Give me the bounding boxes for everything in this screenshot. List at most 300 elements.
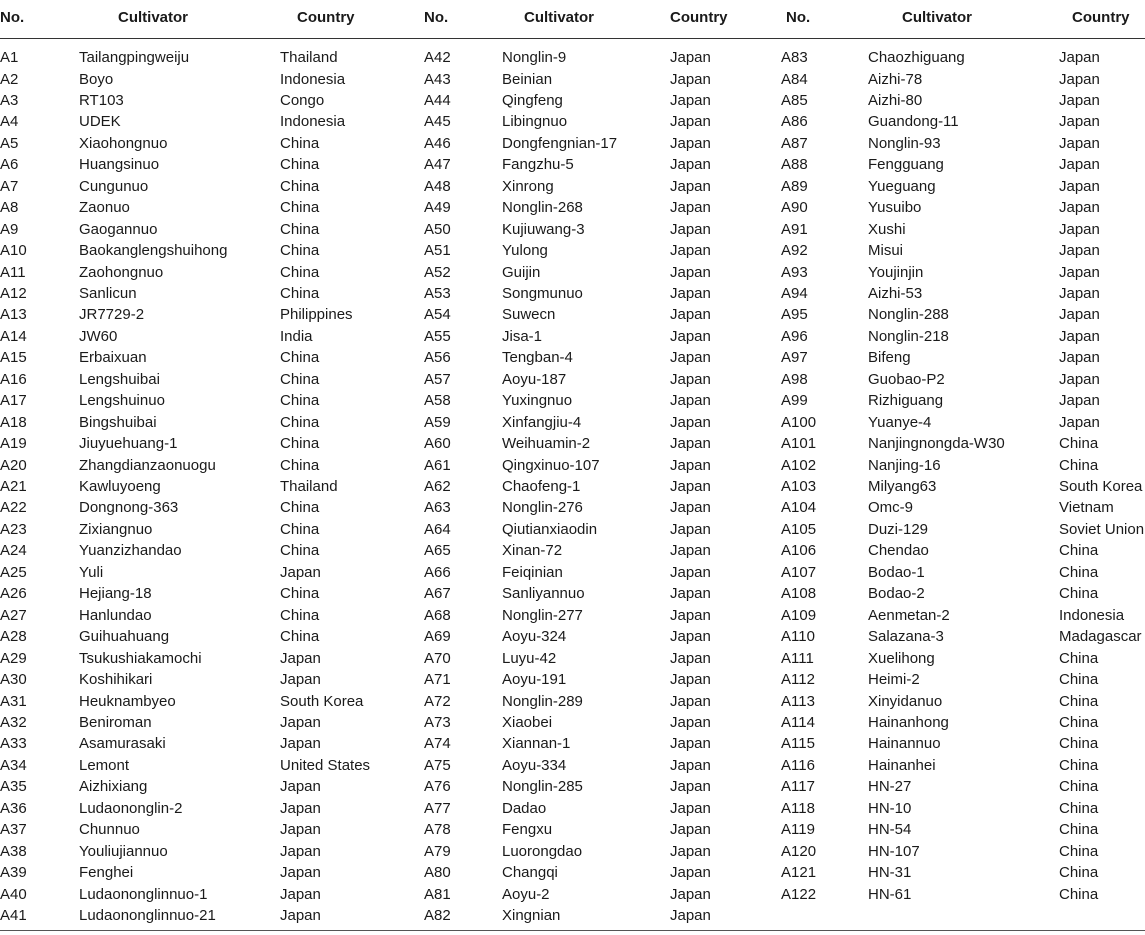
- cultivator-name: Omc-9: [868, 499, 913, 517]
- cultivator-name: Kawluyoeng: [79, 478, 161, 495]
- cultivator-name: Xiannan-1: [502, 735, 571, 753]
- row-number: A107: [781, 563, 817, 581]
- country-name: Japan: [1059, 156, 1100, 174]
- country-name: China: [280, 156, 320, 174]
- country-name: China: [1059, 692, 1099, 710]
- cultivator-name: Guihuahuang: [79, 628, 170, 646]
- row-number: A121: [781, 864, 817, 882]
- row-number: A59: [424, 413, 451, 431]
- country-name: China: [1059, 456, 1099, 474]
- cultivator-name: Zhangdianzaonuogu: [79, 456, 216, 474]
- cultivator-name: Aizhi-78: [868, 70, 923, 88]
- row-number: A49: [424, 199, 451, 217]
- country-name: Japan: [670, 499, 711, 517]
- cultivator-name: Aoyu-191: [502, 671, 567, 688]
- cultivator-name: Tengban-4: [502, 349, 573, 367]
- row-number: A4: [0, 113, 19, 131]
- country-name: Japan: [1059, 242, 1100, 259]
- cultivator-name: Aenmetan-2: [868, 606, 950, 624]
- row-number: A120: [781, 842, 817, 860]
- row-number: A1: [0, 49, 19, 66]
- row-number: A80: [424, 864, 451, 882]
- row-number: A35: [0, 778, 27, 796]
- row-number: A21: [0, 478, 27, 495]
- cultivator-name: Yusuibo: [868, 199, 922, 217]
- cultivator-name: Xinyidanuo: [868, 692, 943, 710]
- country-name: Japan: [280, 713, 321, 731]
- row-number: A94: [781, 284, 808, 302]
- cultivator-name: Jiuyuehuang-1: [79, 435, 178, 453]
- country-name: China: [280, 242, 320, 259]
- no-header: No.: [424, 9, 449, 26]
- country-name: China: [280, 349, 320, 367]
- row-number: A37: [0, 821, 27, 839]
- row-number: A82: [424, 907, 451, 924]
- cultivator-name: Nanjingnongda-W30: [868, 435, 1005, 453]
- row-number: A60: [424, 435, 451, 453]
- cultivator-name: Fengxu: [502, 821, 553, 839]
- country-name: Japan: [670, 435, 711, 453]
- country-name: China: [1059, 713, 1099, 731]
- row-number: A18: [0, 413, 27, 431]
- row-number: A41: [0, 907, 27, 924]
- country-name: China: [1059, 735, 1099, 753]
- country-name: China: [280, 284, 320, 302]
- country-name: China: [1059, 821, 1099, 839]
- country-name: Japan: [1059, 134, 1100, 152]
- country-name: Japan: [1059, 370, 1100, 388]
- cultivator-name: Beinian: [502, 70, 553, 88]
- cultivator-name: Ludaononglinnuo-1: [79, 885, 208, 903]
- cultivator-name: Nonglin-285: [502, 778, 583, 796]
- cultivator-name: Bodao-1: [868, 563, 925, 581]
- country-name: China: [1059, 799, 1099, 817]
- country-name: Philippines: [280, 306, 353, 324]
- country-name: China: [1059, 649, 1099, 667]
- row-number: A28: [0, 628, 27, 646]
- cultivator-name: Guandong-11: [868, 113, 959, 131]
- country-name: Japan: [280, 799, 321, 817]
- cultivator-name: Aoyu-187: [502, 370, 567, 388]
- cultivator-name: Xiaobei: [502, 713, 553, 731]
- country-header: Country: [1072, 9, 1130, 26]
- cultivator-name: Nonglin-268: [502, 199, 583, 217]
- cultivator-name: HN-107: [868, 842, 920, 860]
- country-name: Thailand: [280, 49, 338, 66]
- country-header: Country: [670, 9, 728, 26]
- cultivator-name: Nonglin-288: [868, 306, 949, 324]
- cultivator-name: Aoyu-2: [502, 885, 550, 903]
- cultivator-name: Salazana-3: [868, 628, 944, 646]
- country-name: Japan: [670, 799, 711, 817]
- row-number: A83: [781, 49, 808, 66]
- country-name: Indonesia: [280, 70, 346, 88]
- row-number: A93: [781, 263, 808, 281]
- country-name: Soviet Union: [1059, 520, 1145, 538]
- country-name: Japan: [670, 113, 711, 131]
- row-number: A10: [0, 242, 27, 259]
- cultivator-name: Changqi: [502, 864, 558, 882]
- cultivator-name: Xinrong: [502, 177, 554, 195]
- country-name: China: [280, 370, 320, 388]
- country-name: Japan: [1059, 49, 1100, 66]
- row-number: A69: [424, 628, 451, 646]
- cultivator-name: Xushi: [868, 220, 906, 238]
- row-number: A56: [424, 349, 451, 367]
- cultivator-name: Hanlundao: [79, 606, 152, 624]
- country-name: Japan: [670, 778, 711, 796]
- country-name: Japan: [1059, 284, 1100, 302]
- cultivator-name: Bifeng: [868, 349, 911, 367]
- cultivator-name: Jisa-1: [502, 327, 543, 345]
- row-number: A52: [424, 263, 451, 281]
- row-number: A57: [424, 370, 451, 388]
- cultivator-name: Aizhixiang: [79, 778, 148, 796]
- row-number: A106: [781, 542, 817, 560]
- cultivator-name: Nonglin-276: [502, 499, 583, 517]
- country-name: South Korea: [280, 692, 364, 710]
- country-name: Japan: [670, 199, 711, 217]
- cultivator-name: Zixiangnuo: [79, 520, 153, 538]
- country-header: Country: [297, 9, 355, 26]
- cultivator-name: Qiutianxiaodin: [502, 520, 598, 538]
- cultivator-name: Tsukushiakamochi: [79, 649, 202, 667]
- cultivator-name: Weihuamin-2: [502, 435, 591, 453]
- row-number: A32: [0, 713, 27, 731]
- cultivator-name: Rizhiguang: [868, 392, 944, 410]
- cultivator-name: Heuknambyeo: [79, 692, 176, 710]
- cultivator-name: Erbaixuan: [79, 349, 147, 367]
- country-name: Japan: [1059, 177, 1100, 195]
- row-number: A113: [781, 692, 815, 710]
- country-name: Japan: [1059, 70, 1100, 88]
- country-name: Japan: [280, 907, 321, 924]
- country-name: Japan: [670, 263, 711, 281]
- country-name: Japan: [280, 842, 321, 860]
- cultivator-name: Huangsinuo: [79, 156, 160, 174]
- cultivator-name: Nanjing-16: [868, 456, 941, 474]
- country-name: China: [1059, 885, 1099, 903]
- row-number: A29: [0, 649, 27, 667]
- row-number: A85: [781, 91, 808, 109]
- cultivator-name: Nonglin-289: [502, 692, 583, 710]
- country-name: Indonesia: [1059, 606, 1125, 624]
- row-number: A114: [781, 713, 815, 731]
- row-number: A95: [781, 306, 808, 324]
- row-number: A116: [781, 756, 815, 774]
- cultivator-name: HN-27: [868, 778, 912, 796]
- country-name: Japan: [670, 671, 711, 688]
- cultivator-name: UDEK: [79, 113, 121, 131]
- row-number: A67: [424, 585, 451, 603]
- country-name: Japan: [670, 242, 711, 259]
- cultivator-name: Aoyu-334: [502, 756, 567, 774]
- row-number: A39: [0, 864, 27, 882]
- row-number: A90: [781, 199, 808, 217]
- row-number: A27: [0, 606, 27, 624]
- row-number: A9: [0, 220, 19, 238]
- cultivator-name: Feiqinian: [502, 563, 563, 581]
- cultivator-name: JR7729-2: [79, 306, 145, 324]
- row-number: A119: [781, 821, 815, 839]
- row-number: A6: [0, 156, 19, 174]
- row-number: A46: [424, 134, 451, 152]
- cultivator-name: Fenghei: [79, 864, 134, 882]
- country-name: Japan: [1059, 349, 1100, 367]
- country-name: China: [280, 585, 320, 603]
- country-name: Japan: [670, 542, 711, 560]
- row-number: A23: [0, 520, 27, 538]
- cultivator-name: Misui: [868, 242, 904, 259]
- cultivator-name: Dongnong-363: [79, 499, 179, 517]
- cultivator-name: Xiaohongnuo: [79, 134, 168, 152]
- country-name: Japan: [1059, 113, 1100, 131]
- row-number: A53: [424, 284, 451, 302]
- cultivator-name: HN-31: [868, 864, 912, 882]
- country-name: China: [1059, 563, 1099, 581]
- country-name: Madagascar: [1059, 628, 1142, 646]
- row-number: A99: [781, 392, 808, 410]
- row-number: A115: [781, 735, 815, 753]
- country-name: Japan: [1059, 220, 1100, 238]
- row-number: A12: [0, 284, 27, 302]
- row-number: A14: [0, 327, 27, 345]
- row-number: A66: [424, 563, 451, 581]
- row-number: A117: [781, 778, 815, 796]
- cultivator-name: RT103: [79, 91, 124, 109]
- row-number: A108: [781, 585, 817, 603]
- cultivator-name: Hainannuo: [868, 735, 941, 753]
- cultivator-name: Nonglin-93: [868, 134, 941, 152]
- row-number: A92: [781, 242, 808, 259]
- cultivator-name: Nonglin-277: [502, 606, 583, 624]
- country-name: Japan: [670, 735, 711, 753]
- cultivator-name: Lengshuibai: [79, 370, 160, 388]
- country-name: China: [280, 220, 320, 238]
- country-name: China: [280, 456, 320, 474]
- country-name: Japan: [670, 327, 711, 345]
- cultivator-name: Hainanhong: [868, 713, 949, 731]
- cultivator-name: JW60: [79, 327, 118, 345]
- row-number: A70: [424, 649, 451, 667]
- cultivator-name: Ludaononglin-2: [79, 799, 183, 817]
- table-bottom-rule: [0, 930, 1145, 931]
- row-number: A73: [424, 713, 451, 731]
- country-name: China: [1059, 842, 1099, 860]
- country-name: Congo: [280, 91, 325, 109]
- country-name: Japan: [670, 134, 711, 152]
- row-number: A63: [424, 499, 451, 517]
- country-name: Thailand: [280, 478, 338, 495]
- cultivator-name: HN-10: [868, 799, 912, 817]
- cultivator-name: Luyu-42: [502, 649, 557, 667]
- cultivator-name: Bodao-2: [868, 585, 925, 603]
- country-name: Japan: [670, 306, 711, 324]
- row-number: A102: [781, 456, 817, 474]
- country-name: China: [280, 392, 320, 410]
- row-number: A13: [0, 306, 27, 324]
- row-number: A74: [424, 735, 451, 753]
- country-name: Vietnam: [1059, 499, 1114, 517]
- row-number: A51: [424, 242, 451, 259]
- row-number: A54: [424, 306, 451, 324]
- cultivator-name: Lengshuinuo: [79, 392, 165, 410]
- cultivator-name: Yulong: [502, 242, 548, 259]
- country-name: Japan: [280, 735, 321, 753]
- cultivator-name: Cungunuo: [79, 177, 149, 195]
- row-number: A20: [0, 456, 27, 474]
- cultivator-name: Sanliyannuo: [502, 585, 585, 603]
- cultivator-name: Suwecn: [502, 306, 556, 324]
- cultivator-name: Yuanye-4: [868, 413, 932, 431]
- cultivator-name: Lemont: [79, 756, 130, 774]
- cultivator-name: Hainanhei: [868, 756, 936, 774]
- row-number: A88: [781, 156, 808, 174]
- cultivator-name: Youjinjin: [868, 263, 924, 281]
- cultivator-name: Dadao: [502, 799, 547, 817]
- country-name: United States: [280, 756, 371, 774]
- cultivator-name: Milyang63: [868, 478, 937, 495]
- row-number: A75: [424, 756, 451, 774]
- country-name: Japan: [280, 563, 321, 581]
- cultivator-name: Sanlicun: [79, 284, 137, 302]
- cultivator-name: Zaonuo: [79, 199, 130, 217]
- country-name: China: [1059, 435, 1099, 453]
- cultivator-name: Libingnuo: [502, 113, 568, 131]
- country-name: Japan: [670, 713, 711, 731]
- row-number: A89: [781, 177, 808, 195]
- row-number: A36: [0, 799, 27, 817]
- country-name: China: [280, 177, 320, 195]
- row-number: A64: [424, 520, 451, 538]
- country-name: Japan: [280, 778, 321, 796]
- cultivator-name: Nonglin-218: [868, 327, 949, 345]
- country-name: Japan: [670, 392, 711, 410]
- cultivator-name: Tailangpingweiju: [79, 49, 190, 66]
- country-name: India: [280, 327, 313, 345]
- row-number: A30: [0, 671, 27, 688]
- cultivator-name: Fengguang: [868, 156, 944, 174]
- country-name: Japan: [670, 628, 711, 646]
- row-number: A111: [781, 649, 814, 667]
- cultivator-name: Xuelihong: [868, 649, 935, 667]
- country-name: Japan: [670, 821, 711, 839]
- row-number: A2: [0, 70, 19, 88]
- row-number: A17: [0, 392, 27, 410]
- country-name: Japan: [670, 756, 711, 774]
- cultivator-name: Beniroman: [79, 713, 152, 731]
- cultivator-name: Fangzhu-5: [502, 156, 574, 174]
- cultivator-name: Youliujiannuo: [79, 842, 168, 860]
- country-name: China: [280, 134, 320, 152]
- row-number: A42: [424, 49, 451, 66]
- row-number: A112: [781, 671, 815, 688]
- cultivator-name: Kujiuwang-3: [502, 220, 585, 238]
- country-name: China: [280, 520, 320, 538]
- cultivator-name: Ludaononglinnuo-21: [79, 907, 216, 924]
- cultivator-name: Chunnuo: [79, 821, 140, 839]
- country-name: China: [280, 413, 320, 431]
- cultivator-name: Xinan-72: [502, 542, 563, 560]
- country-name: China: [280, 542, 320, 560]
- cultivator-name: Baokanglengshuihong: [79, 242, 228, 259]
- row-number: A81: [424, 885, 451, 903]
- row-number: A45: [424, 113, 451, 131]
- row-number: A84: [781, 70, 808, 88]
- row-number: A43: [424, 70, 451, 88]
- country-name: Japan: [280, 885, 321, 903]
- row-number: A26: [0, 585, 27, 603]
- row-number: A87: [781, 134, 808, 152]
- cultivator-name: HN-54: [868, 821, 912, 839]
- cultivator-name: Luorongdao: [502, 842, 583, 860]
- row-number: A79: [424, 842, 451, 860]
- cultivator-name: Gaogannuo: [79, 220, 158, 238]
- country-name: Japan: [280, 671, 321, 688]
- cultivator-name: Boyo: [79, 70, 114, 88]
- country-name: Japan: [1059, 91, 1100, 109]
- row-number: A50: [424, 220, 451, 238]
- country-name: China: [1059, 778, 1099, 796]
- country-name: Indonesia: [280, 113, 346, 131]
- cultivator-header: Cultivator: [524, 9, 595, 26]
- cultivator-name: Aizhi-53: [868, 284, 923, 302]
- row-number: A48: [424, 177, 451, 195]
- country-name: Japan: [670, 177, 711, 195]
- row-number: A105: [781, 520, 817, 538]
- row-number: A24: [0, 542, 27, 560]
- country-name: Japan: [670, 520, 711, 538]
- cultivator-name: Dongfengnian-17: [502, 134, 618, 152]
- cultivator-name: Xinfangjiu-4: [502, 413, 582, 431]
- country-name: Japan: [670, 349, 711, 367]
- row-number: A5: [0, 134, 19, 152]
- country-name: China: [280, 606, 320, 624]
- country-name: Japan: [280, 864, 321, 882]
- cultivator-name: Hejiang-18: [79, 585, 152, 603]
- cultivator-name: Aizhi-80: [868, 91, 923, 109]
- row-number: A62: [424, 478, 451, 495]
- country-name: China: [1059, 756, 1099, 774]
- country-name: China: [280, 263, 320, 281]
- cultivator-name: Yueguang: [868, 177, 936, 195]
- row-number: A22: [0, 499, 27, 517]
- cultivator-header: Cultivator: [902, 9, 973, 26]
- country-name: Japan: [1059, 392, 1100, 410]
- row-number: A100: [781, 413, 817, 431]
- country-name: Japan: [670, 91, 711, 109]
- country-name: South Korea: [1059, 478, 1143, 495]
- country-name: Japan: [670, 49, 711, 66]
- cultivator-name: Xingnian: [502, 907, 561, 924]
- country-name: Japan: [670, 864, 711, 882]
- row-number: A33: [0, 735, 27, 753]
- country-name: China: [1059, 585, 1099, 603]
- country-name: Japan: [670, 456, 711, 474]
- country-name: Japan: [280, 821, 321, 839]
- row-number: A98: [781, 370, 808, 388]
- country-name: Japan: [670, 692, 711, 710]
- row-number: A16: [0, 370, 27, 388]
- row-number: A58: [424, 392, 451, 410]
- cultivator-name: Yuli: [79, 563, 104, 581]
- cultivator-name: HN-61: [868, 885, 912, 903]
- row-number: A11: [0, 263, 26, 281]
- cultivator-name: Qingfeng: [502, 91, 563, 109]
- row-number: A68: [424, 606, 451, 624]
- cultivator-header: Cultivator: [118, 9, 189, 26]
- cultivator-name: Duzi-129: [868, 520, 929, 538]
